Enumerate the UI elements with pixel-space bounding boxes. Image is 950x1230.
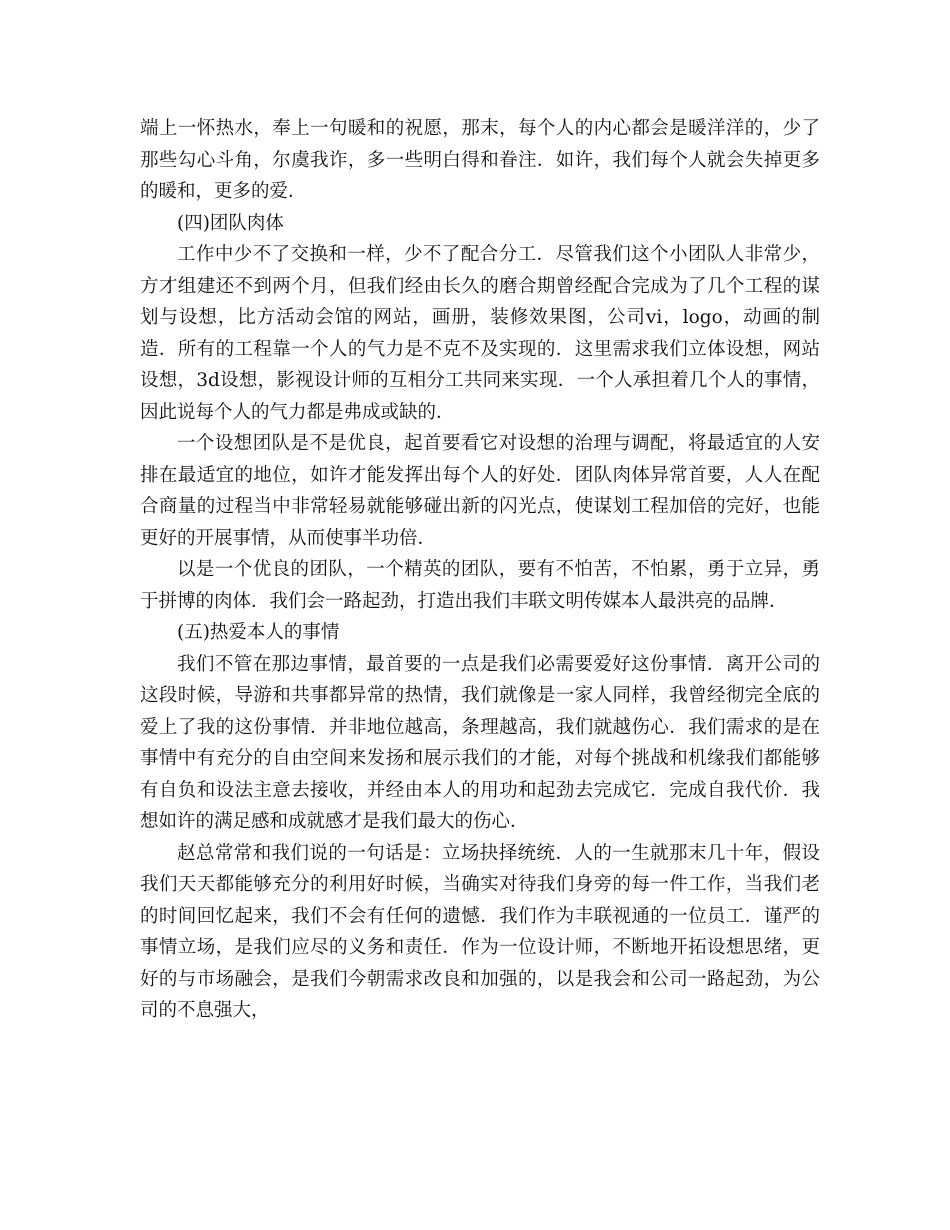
document-body [140,113,820,1027]
paragraph: 赵总常常和我们说的一句话是：立场抉择统统．人的一生就那末几十年，假设我们天天都能够充分的利用好时候，当确实对待我们身旁的每一件工作，当我们老的时间回忆起来，我们不会有任何的遗憾．我们作为丰联视通的一位员工．谨严的事情立场，是我们应尽的义务和责任．作为一位设计师，不断地开拓设想思绪，更好的与市场融会，是我们今朝需求改良和加强的，以是我会和公司一路起劲，为公司的不息强大， [140,842,820,1021]
paragraph: 我们不管在那边事情，最首要的一点是我们必需要爱好这份事情．离开公司的这段时候，导游和共事都异常的热情，我们就像是一家人同样，我曾经彻完全底的爱上了我的这份事情．并非地位越高，条理越高，我们就越伤心．我们需求的是在事情中有充分的自由空间来发扬和展示我们的才能，对每个挑战和机缘我们都能够有自负和设法主意去接收，并经由本人的用功和起劲去完成它．完成自我代价．我想如许的满足感和成就感才是我们最大的伤心． [140,653,820,832]
section-heading-team-spirit: (四)团队肉体 [177,212,284,234]
paragraph: 以是一个优良的团队，一个精英的团队，要有不怕苦，不怕累，勇于立异，勇于拼博的肉体．我们会一路起劲，打造出我们丰联文明传媒本人最洪亮的品牌． [140,559,820,612]
paragraph: 一个设想团队是不是优良，起首要看它对设想的治理与调配，将最适宜的人安排在最适宜的地位，如许才能发挥出每个人的好处．团队肉体异常首要，人人在配合商量的过程当中非常轻易就能够碰出新的闪光点，使谋划工程加倍的完好，也能更好的开展事情，从而使事半功倍． [140,433,820,549]
paragraph: 工作中少不了交换和一样，少不了配合分工．尽管我们这个小团队人非常少，方才组建还不到两个月，但我们经由长久的磨合期曾经配合完成为了几个工程的谋划与设想，比方活动会馆的网站，画册，装修效果图，公司vi，logo，动画的制造．所有的工程靠一个人的气力是不克不及实现的．这里需求我们立体设想，网站设想，3d设想，影视设计师的互相分工共同来实现．一个人承担着几个人的事情，因此说每个人的气力都是弗成或缺的． [140,244,820,423]
section-heading-love-work: (五)热爱本人的事情 [177,622,340,643]
paragraph-continuation: 端上一怀热水，奉上一句暖和的祝愿，那末，每个人的内心都会是暖洋洋的，少了那些勾心斗角，尔虞我诈，多一些明白得和眷注．如许，我们每个人就会失掉更多的暖和，更多的爱． [140,118,820,202]
